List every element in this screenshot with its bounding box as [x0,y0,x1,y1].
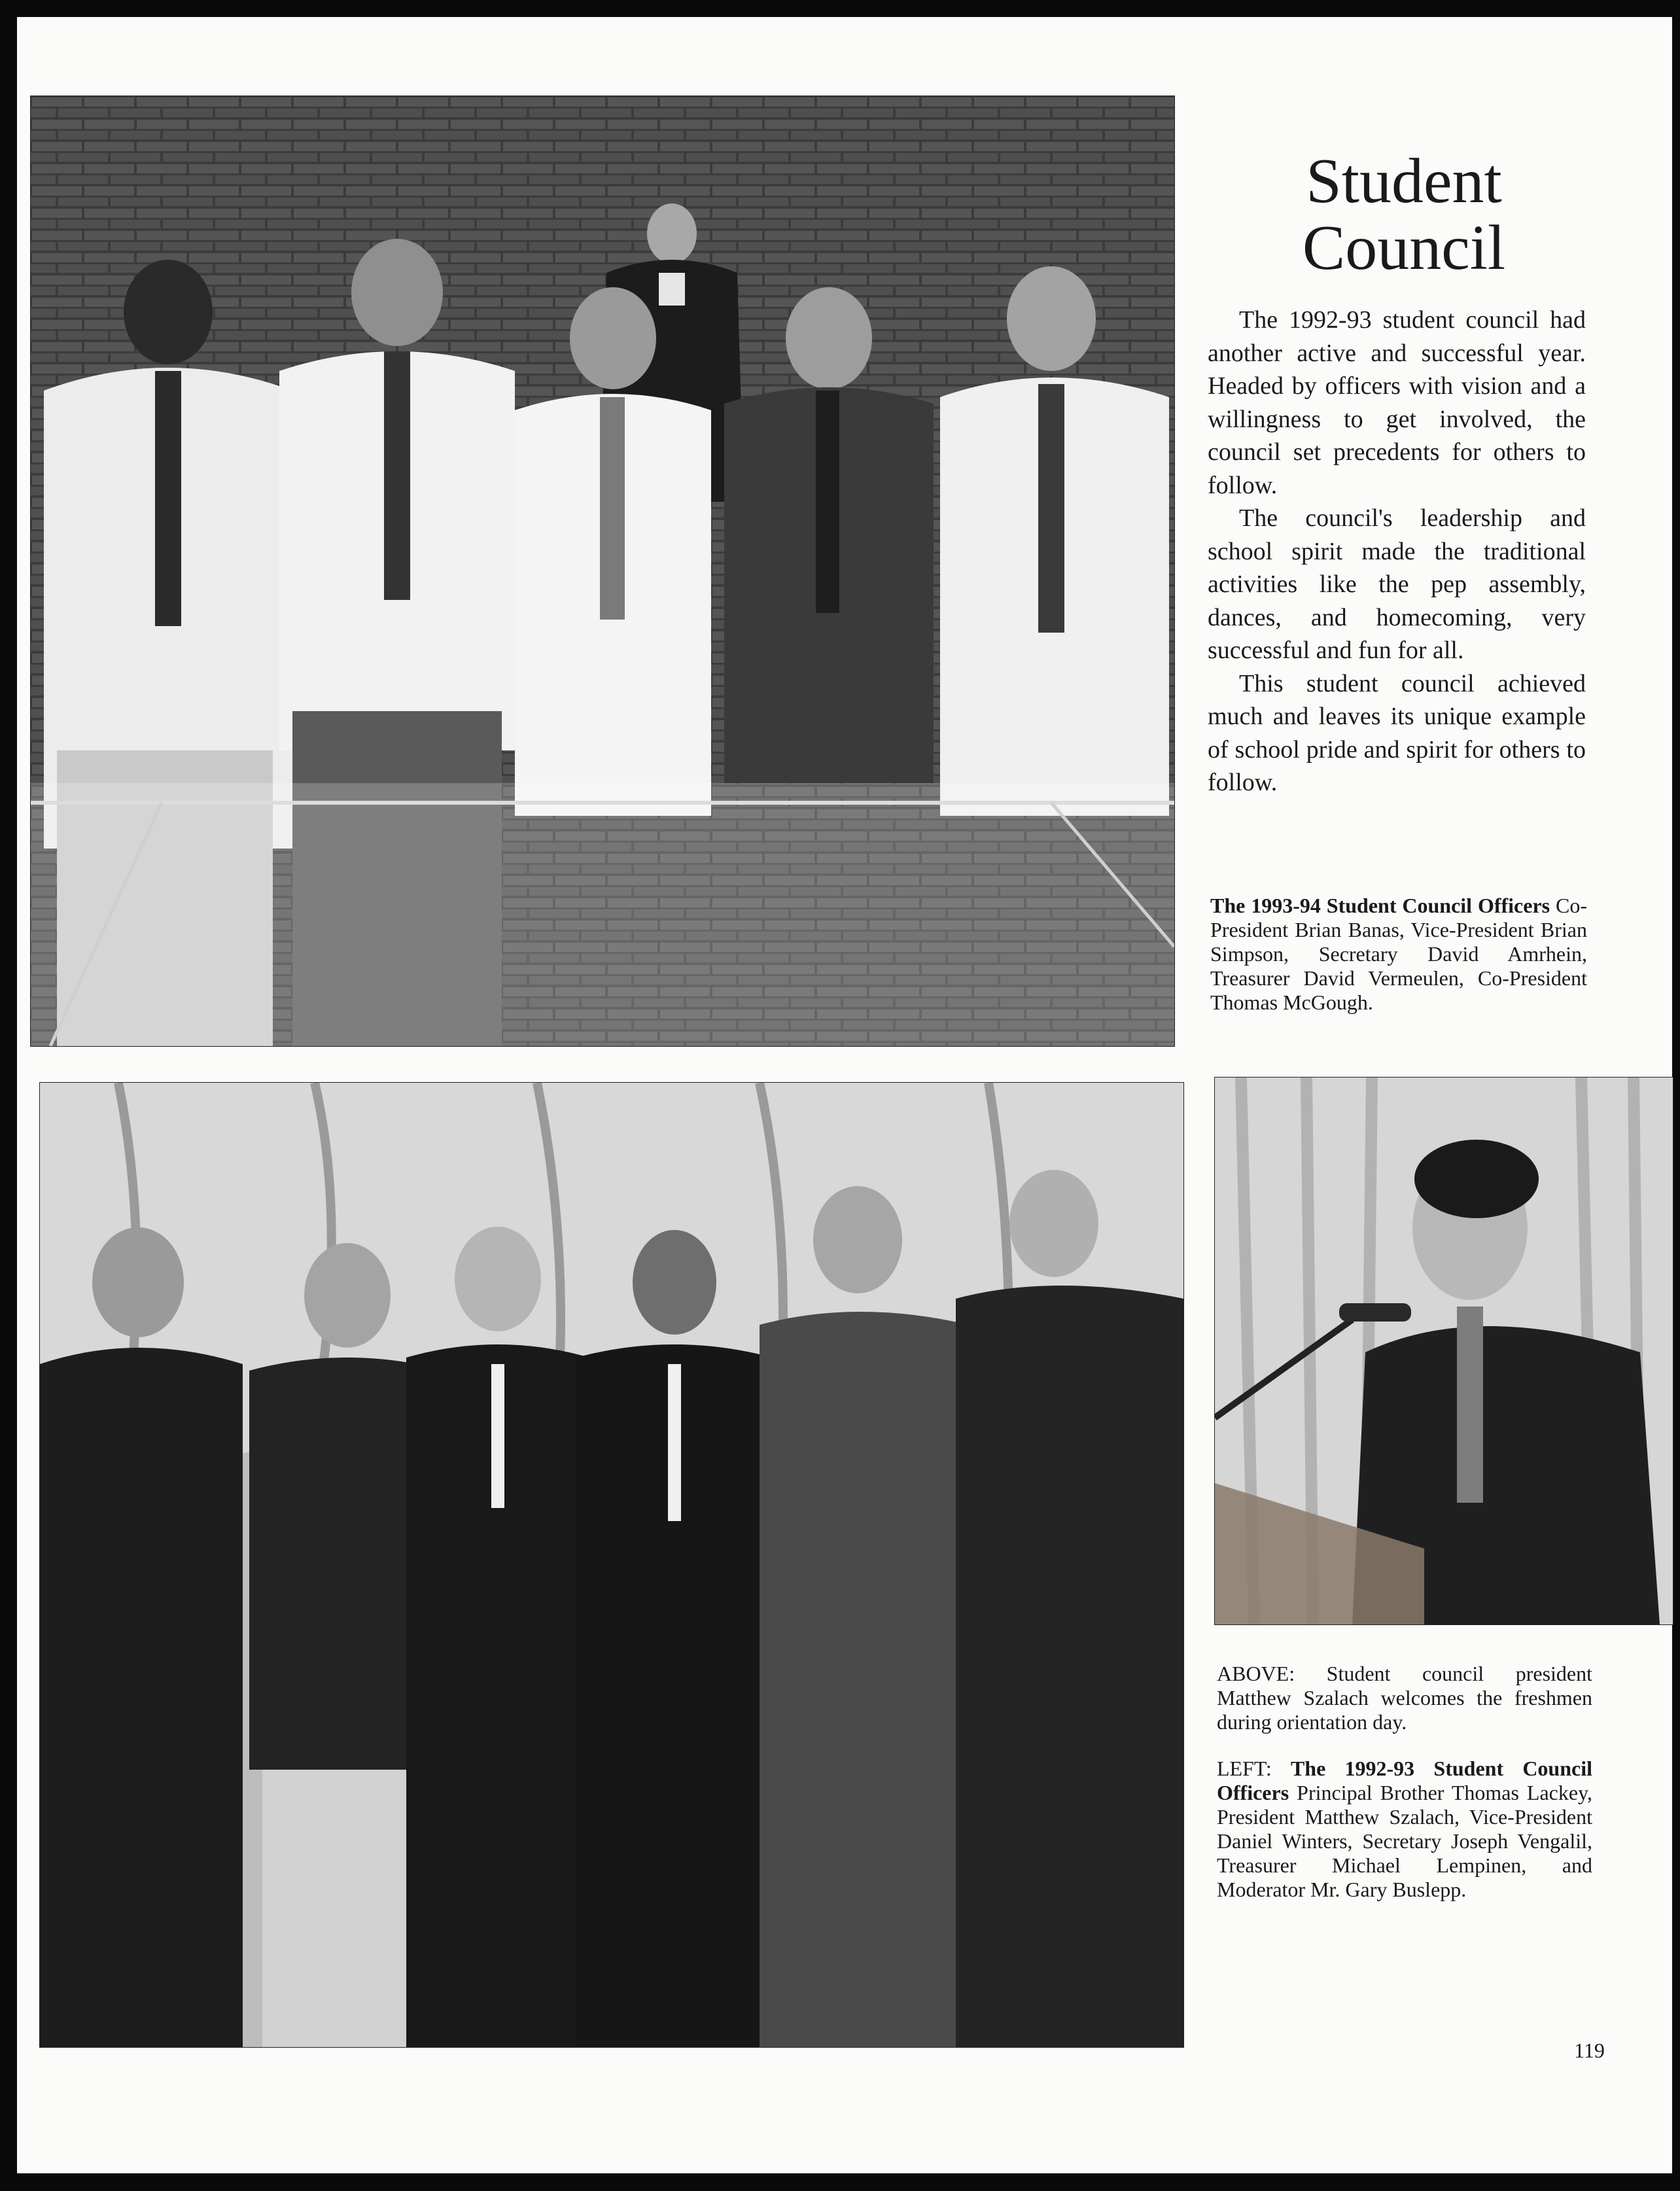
body-paragraph-2: The council's leadership and school spirit made the traditional activities like the pep assembly, dances, and homecoming, very successful and fun for all. [1208,504,1586,664]
caption-top-text: Co-President Brian Banas, Vice-President Brian Simpson, Secretary David Amrhein, Treasurer David Vermeulen, Co-President Thomas McGough. [1210,894,1587,1014]
photo-1993-94-officers-image [31,96,1174,1046]
caption-left-prefix: LEFT: [1217,1757,1291,1780]
body-paragraph-3: This student council achieved much and leaves its unique example of school pride and spirit for others to follow. [1208,669,1586,796]
caption-left [1217,1757,1592,1902]
caption-above [1217,1662,1592,1924]
photo-1993-94-officers [30,96,1175,1047]
page-title [1208,148,1600,281]
title-line-1: Student [1306,146,1502,217]
caption-left-lead: The 1992-93 Student Council Officers [1217,1757,1592,1804]
title-line-2: Council [1302,213,1506,283]
yearbook-page [17,17,1672,2173]
photo-president-speaking [1214,1077,1673,1625]
photo-president-speaking-image [1215,1078,1673,1624]
caption-top-lead: The 1993-94 Student Council Officers [1210,894,1550,917]
caption-above-text: ABOVE: Student council president Matthew Szalach welcomes the freshmen during orientation day. [1217,1662,1592,1734]
caption-top-photo [1210,894,1587,1015]
photo-1992-93-officers [39,1082,1184,2048]
caption-left-text: Principal Brother Thomas Lackey, President Matthew Szalach, Vice-President Daniel Winters, Secretary Joseph Vengalil, Treasurer Michael Lempinen, and Moderator Mr. Gary Buslepp. [1217,1781,1592,1901]
body-paragraph-1: The 1992-93 student council had another active and successful year. Headed by officers with vision and a willingness to get involved, the council set precedents for others to follow. [1208,306,1586,499]
article-body [1208,304,1586,799]
page-number: 119 [1574,2039,1605,2062]
photo-1992-93-officers-image [40,1083,1183,2047]
